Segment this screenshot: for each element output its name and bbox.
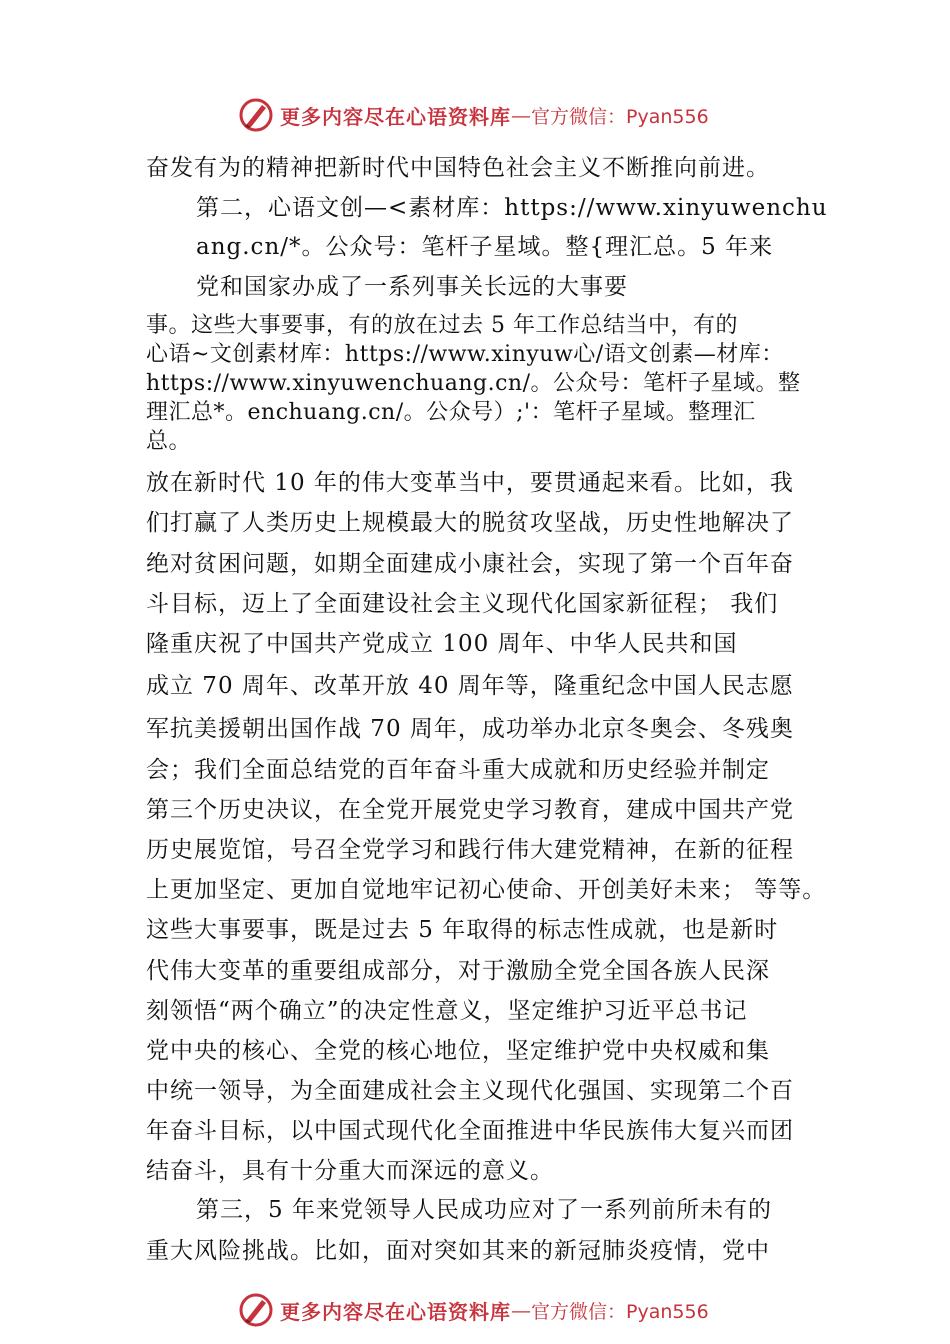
banner-slogan: 更多内容尽在心语资料库 [280, 1299, 511, 1324]
body-line: 第三，5 年来党领导人民成功应对了一系列前所未有的 [196, 1197, 772, 1223]
body-line: 们打赢了人类历史上规模最大的脱贫攻坚战，历史性地解决了 [146, 510, 794, 536]
body-line: 中统一领导，为全面建成社会主义现代化强国、实现第二个百 [146, 1078, 794, 1104]
body-line: 第三个历史决议，在全党开展党史学习教育，建成中国共产党 [146, 797, 794, 823]
banner-wechat: 官方微信：Pyan556 [531, 105, 709, 128]
pen-logo-icon [238, 1292, 274, 1328]
body-line: https://www.xinyuwenchuang.cn/。公众号：笔杆子星域。整 [146, 371, 801, 396]
body-line: 党中央的核心、全党的核心地位，坚定维护党中央权威和集 [146, 1038, 770, 1064]
body-line: 上更加坚定、更加自觉地牢记初心使命、开创美好未来； 等等。 [146, 877, 827, 903]
body-line: 绝对贫困问题，如期全面建成小康社会，实现了第一个百年奋 [146, 551, 794, 577]
footer-banner [238, 1290, 709, 1330]
header-banner [238, 95, 709, 135]
body-line: 历史展览馆，号召全党学习和践行伟大建党精神，在新的征程 [146, 837, 794, 863]
banner-wechat: 官方微信：Pyan556 [531, 1300, 709, 1323]
body-line: 刻领悟“两个确立”的决定性意义，坚定维护习近平总书记 [146, 998, 748, 1024]
body-line: 放在新时代 10 年的伟大变革当中，要贯通起来看。比如，我 [146, 470, 794, 496]
body-line: 总。 [146, 429, 192, 454]
body-line: ang.cn/*。公众号：笔杆子星域。整{理汇总。5 年来 [196, 234, 774, 260]
body-line: 结奋斗，具有十分重大而深远的意义。 [146, 1158, 554, 1184]
body-line: 代伟大变革的重要组成部分，对于激励全党全国各族人民深 [146, 958, 770, 984]
body-line: 这些大事要事，既是过去 5 年取得的标志性成就，也是新时 [146, 917, 779, 943]
body-line: 第二，心语文创—<素材库：https://www.xinyuwenchu [196, 195, 828, 221]
body-line: 军抗美援朝出国作战 70 周年，成功举办北京冬奥会、冬残奥 [146, 716, 794, 742]
body-line: 事。这些大事要事，有的放在过去 5 年工作总结当中，有的 [146, 313, 738, 338]
body-line: 斗目标，迈上了全面建设社会主义现代化国家新征程； 我们 [146, 591, 779, 617]
banner-separator: — [511, 103, 531, 127]
banner-separator: — [511, 1298, 531, 1322]
body-line: 会；我们全面总结党的百年奋斗重大成就和历史经验并制定 [146, 757, 770, 783]
banner-slogan: 更多内容尽在心语资料库 [280, 104, 511, 129]
body-line: 年奋斗目标，以中国式现代化全面推进中华民族伟大复兴而团 [146, 1118, 794, 1144]
body-line: 奋发有为的精神把新时代中国特色社会主义不断推向前进。 [146, 155, 770, 181]
body-line: 理汇总*。enchuang.cn/。公众号）;'：笔杆子星域。整理汇 [146, 400, 756, 425]
pen-logo-icon [238, 97, 274, 133]
body-line: 党和国家办成了一系列事关长远的大事要 [196, 274, 628, 300]
body-line: 隆重庆祝了中国共产党成立 100 周年、中华人民共和国 [146, 631, 738, 657]
body-line: 心语~文创素材库：https://www.xinyuw心/语文创素—材库： [146, 342, 784, 367]
body-line: 成立 70 周年、改革开放 40 周年等，隆重纪念中国人民志愿 [146, 673, 794, 699]
body-line: 重大风险挑战。比如，面对突如其来的新冠肺炎疫情，党中 [146, 1238, 770, 1264]
